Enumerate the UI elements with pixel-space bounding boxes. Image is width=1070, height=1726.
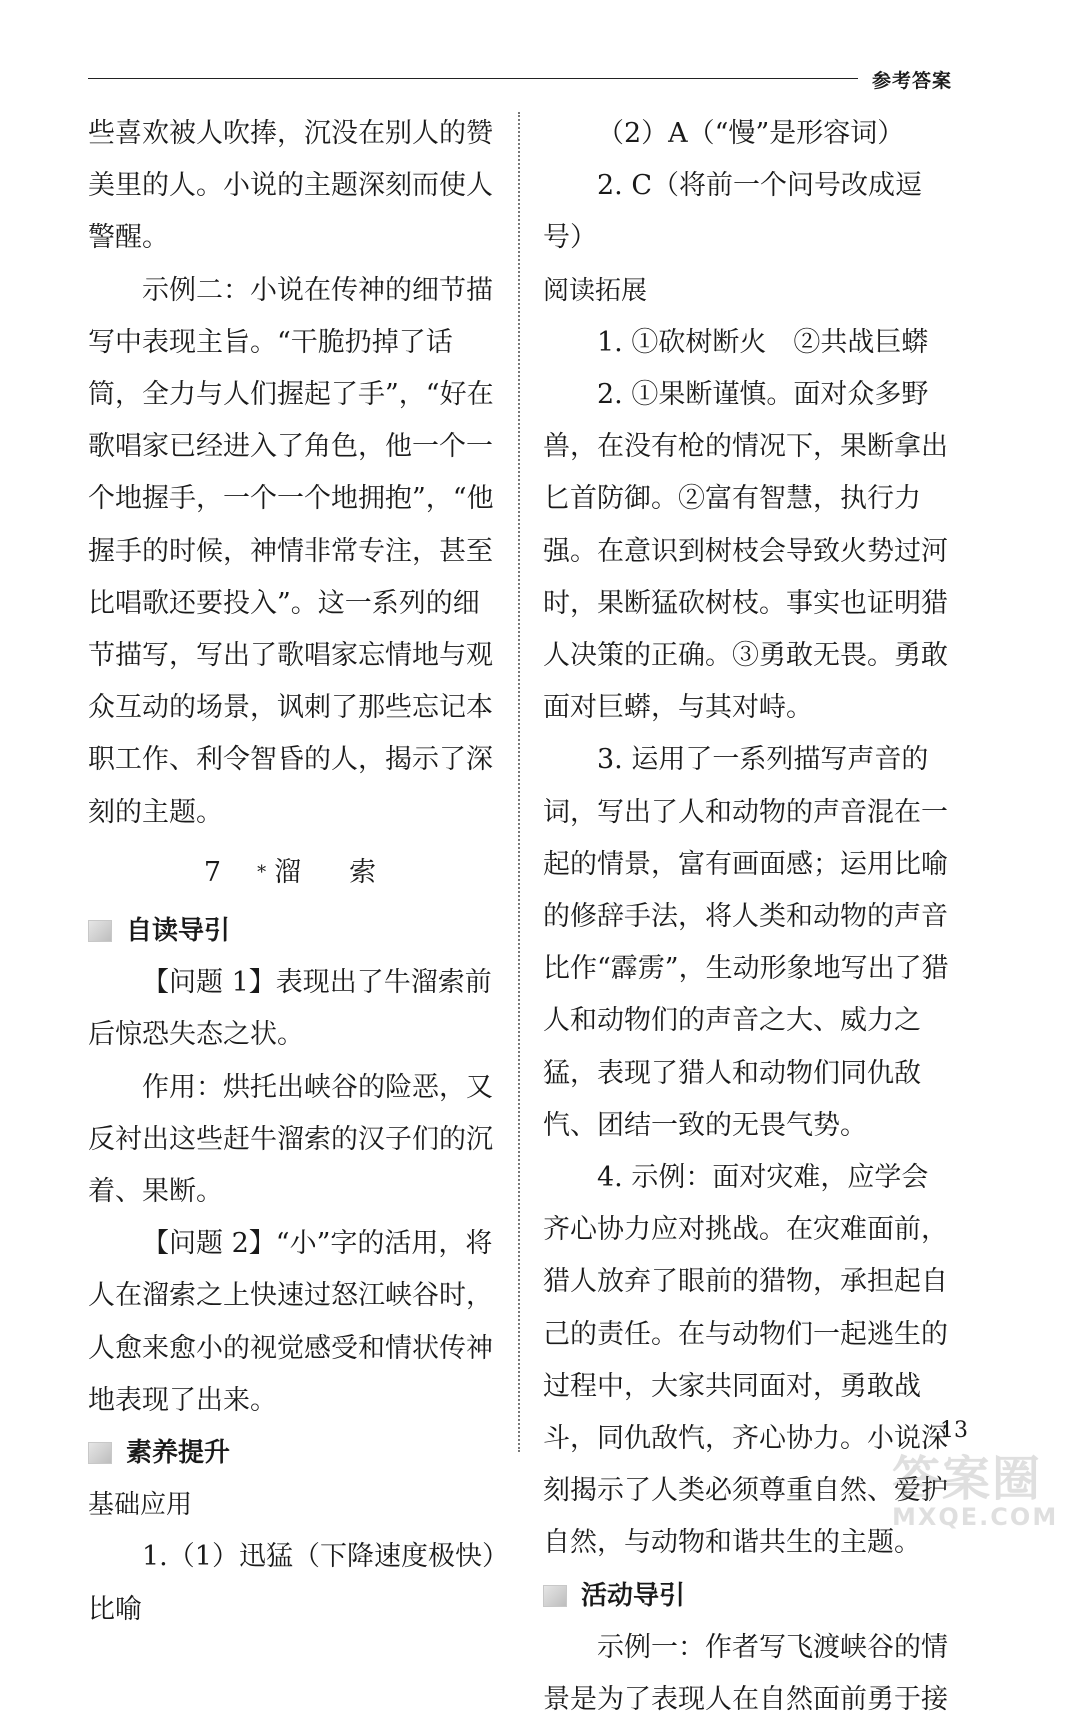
watermark-text: MXQE.COM xyxy=(892,1503,1059,1531)
chapter-char: 索 xyxy=(349,856,383,888)
watermark-text: 答案圈 xyxy=(892,1451,1043,1507)
paragraph: 2. C（将前一个问号改成逗号） xyxy=(543,170,923,254)
paragraph: 1.（1）迅猛（下降速度极快）比喻 xyxy=(88,1541,496,1625)
paragraph: 示例一：作者写飞渡峡谷的情景是为了表现人在自然面前勇于接 xyxy=(543,1631,948,1716)
subheading: 阅读拓展 xyxy=(543,275,648,306)
chapter-star: * xyxy=(257,861,273,883)
section-icon xyxy=(543,1585,567,1607)
page-number: 13 xyxy=(940,1418,968,1443)
section-heading-label: 自读导引 xyxy=(126,916,231,947)
paragraph: 2. ①果断谨慎。面对众多野兽，在没有枪的情况下，果断拿出匕首防御。②富有智慧，执行力强。在意识到树枝会导致火势过河时，果断猛砍树枝。事实也证明猎人决策的正确。③勇敢无畏。勇敢面对巨蟒，与其对峙。 xyxy=(543,379,948,724)
left-column xyxy=(88,108,498,1636)
paragraph: 1. ①砍树断火 ②共战巨蟒 xyxy=(597,326,929,358)
chapter-title xyxy=(88,847,498,899)
paragraph: 3. 运用了一系列描写声音的词，写出了人和动物的声音混在一起的情景，富有画面感；运用比喻的修辞手法，将人类和动物的声音比作“霹雳”，生动形象地写出了猎人和动物们的声音之大、威力之猛，表现了猎人和动物们同仇敌忾、团结一致的无畏气势。 xyxy=(543,744,949,1141)
paragraph: 示例二：小说在传神的细节描写中表现主旨。“干脆扔掉了话筒，全力与人们握起了手”，“好在歌唱家已经进入了角色，他一个一个地握手，一个一个地拥抱”，“他握手的时候，神情非常专注，甚至比唱歌还要投入”。这一系列的细节描写，写出了歌唱家忘情地与观众互动的场景，讽刺了那些忘记本职工作、利令智昏的人，揭示了深刻的主题。 xyxy=(88,274,494,828)
header-rule xyxy=(88,78,858,79)
section-heading xyxy=(88,1427,498,1479)
section-icon xyxy=(88,920,112,942)
section-heading-label: 活动导引 xyxy=(581,1580,686,1611)
paragraph: 些喜欢被人吹捧，沉没在别人的赞美里的人。小说的主题深刻而使人警醒。 xyxy=(88,118,493,254)
subheading: 基础应用 xyxy=(88,1490,193,1521)
chapter-number: 7 xyxy=(203,856,228,888)
paragraph: 4. 示例：面对灾难，应学会齐心协力应对挑战。在灾难面前，猎人放弃了眼前的猎物，承担起自己的责任。在与动物们一起逃生的过程中，大家共同面对，勇敢战斗，同仇敌忾，齐心协力。小说深刻揭示了人类必须尊重自然、爱护自然，与动物和谐共生的主题。 xyxy=(543,1162,948,1559)
paragraph: 作用：烘托出峡谷的险恶，又反衬出这些赶牛溜索的汉子们的沉着、果断。 xyxy=(88,1071,493,1208)
paragraph: 【问题 1】表现出了牛溜索前后惊恐失态之状。 xyxy=(88,967,492,1051)
column-divider xyxy=(518,112,520,1452)
section-icon xyxy=(88,1442,112,1464)
chapter-char: 溜 xyxy=(274,856,308,888)
header-label: 参考答案 xyxy=(872,70,953,92)
section-heading xyxy=(88,905,498,957)
watermark-logo xyxy=(892,1440,1062,1530)
section-heading xyxy=(543,1570,953,1622)
paragraph: （2）A（“慢”是形容词） xyxy=(597,118,905,149)
section-heading-label: 素养提升 xyxy=(126,1438,231,1469)
paragraph: 【问题 2】“小”字的活用，将人在溜索之上快速过怒江峡谷时，人愈来愈小的视觉感受和情状传神地表现了出来。 xyxy=(88,1228,493,1416)
